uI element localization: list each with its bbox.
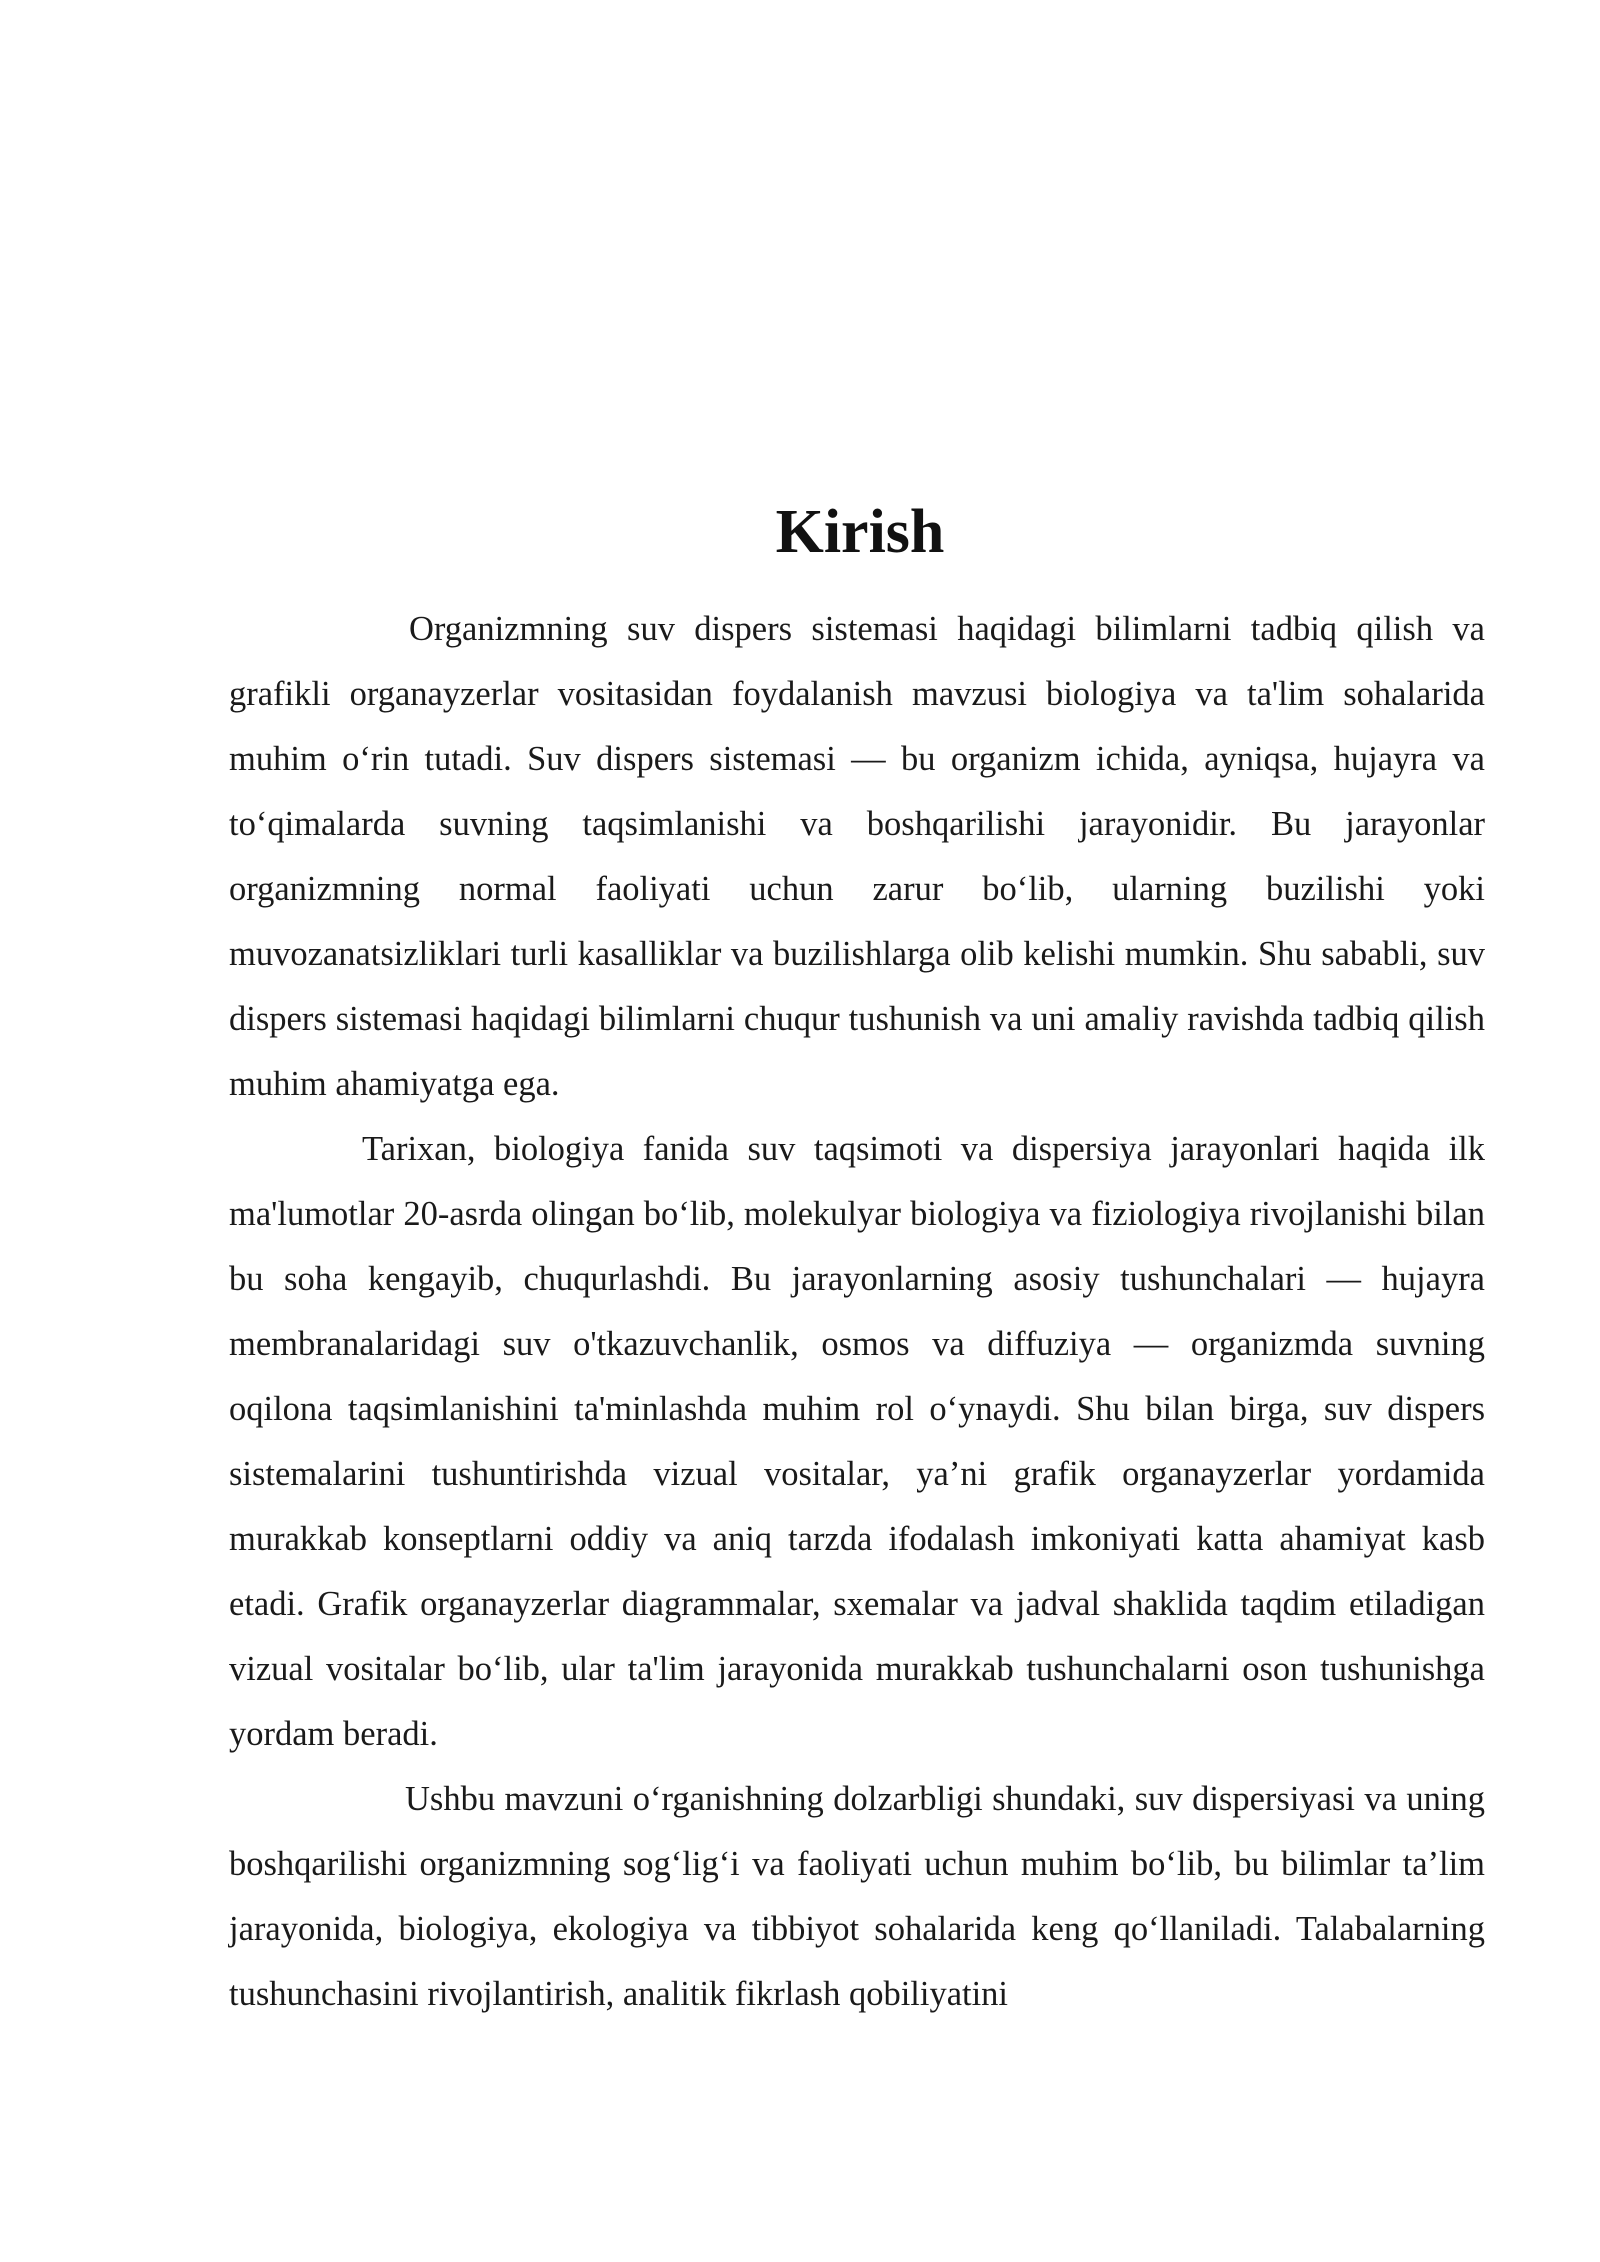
body-text <box>229 597 1485 2027</box>
paragraph-introduction: Organizmning suv dispers sistemasi haqidagi bilimlarni tadbiq qilish va grafikli organayzerlar vositasidan foydalanish mavzusi biologiya va ta'lim sohalarida muhim o‘rin tutadi. Suv dispers sistemasi — bu organizm ichida, ayniqsa, hujayra va to‘qimalarda suvning taqsimlanishi va boshqarilishi jarayonidir. Bu jarayonlar organizmning normal faoliyati uchun zarur bo‘lib, ularning buzilishi yoki muvozanatsizliklari turli kasalliklar va buzilishlarga olib kelishi mumkin. Shu sababli, suv dispers sistemasi haqidagi bilimlarni chuqur tushunish va uni amaliy ravishda tadbiq qilish muhim ahamiyatga ega. <box>229 610 1485 1103</box>
page-title: Kirish <box>775 498 945 566</box>
paragraph-relevance: Ushbu mavzuni o‘rganishning dolzarbligi shundaki, suv dispersiyasi va uning boshqarilishi organizmning sog‘lig‘i va faoliyati uchun muhim bo‘lib, bu bilimlar ta’lim jarayonida, biologiya, ekologiya va tibbiyot sohalarida keng qo‘llaniladi. Talabalarning tushunchasini rivojlantirish, analitik fikrlash qobiliyatini <box>229 1780 1485 2013</box>
paragraph-history: Tarixan, biologiya fanida suv taqsimoti va dispersiya jarayonlari haqida ilk ma'lumotlar 20-asrda olingan bo‘lib, molekulyar biologiya va fiziologiya rivojlanishi bilan bu soha kengayib, chuqurlashdi. Bu jarayonlarning asosiy tushunchalari — hujayra membranalaridagi suv o'tkazuvchanlik, osmos va diffuziya — organizmda suvning oqilona taqsimlanishini ta'minlashda muhim rol o‘ynaydi. Shu bilan birga, suv dispers sistemalarini tushuntirishda vizual vositalar, ya’ni grafik organayzerlar yordamida murakkab konseptlarni oddiy va aniq tarzda ifodalash imkoniyati katta ahamiyat kasb etadi. Grafik organayzerlar diagrammalar, sxemalar va jadval shaklida taqdim etiladigan vizual vositalar bo‘lib, ular ta'lim jarayonida murakkab tushunchalarni oson tushunishga yordam beradi. <box>229 1130 1485 1753</box>
